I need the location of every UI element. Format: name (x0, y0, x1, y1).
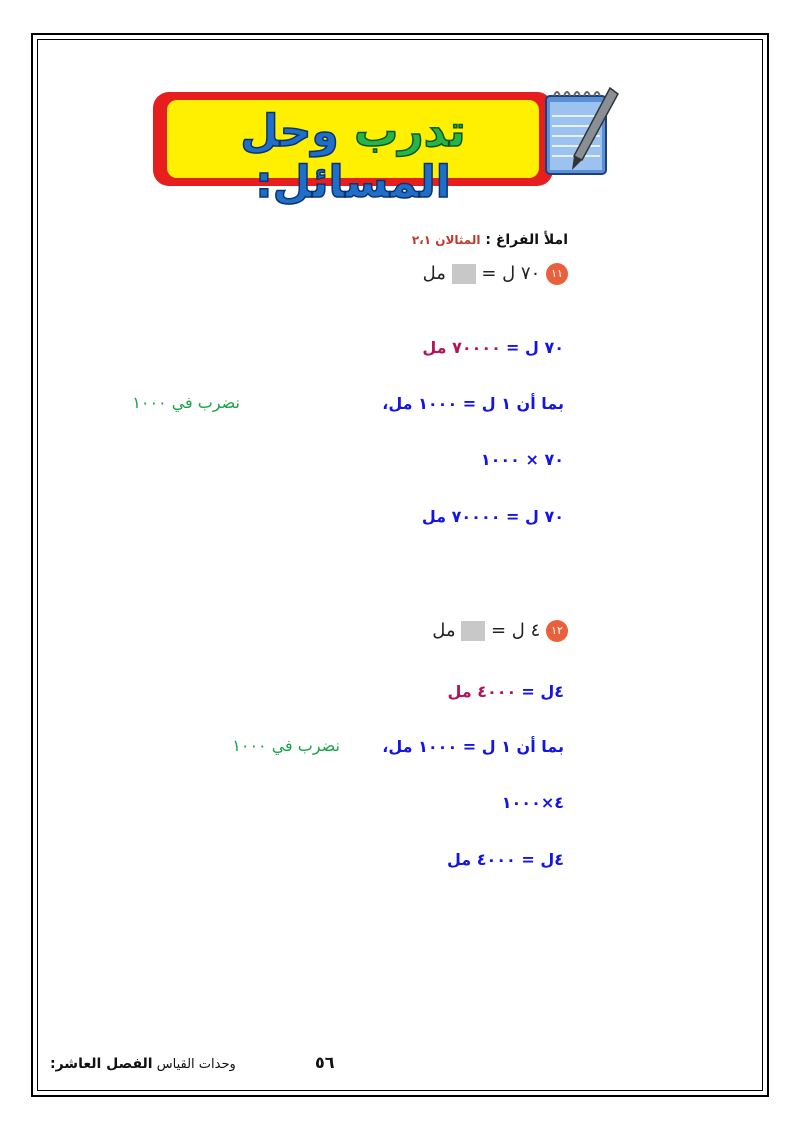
problem-2-badge: ١٢ (546, 620, 568, 642)
banner-word-blue: وحل المسائل: (240, 106, 451, 208)
banner-word-green: تدرب (354, 106, 466, 157)
p1-reason-line: بما أن ١ ل = ١٠٠٠ مل، (382, 394, 564, 413)
problem-2-blank-box (461, 621, 485, 641)
p2-multiply-note: نضرب في ١٠٠٠ (232, 736, 340, 755)
problem-1-statement (423, 263, 568, 285)
problem-2-statement (432, 620, 568, 642)
p1-multiplication: ٧٠ × ١٠٠٠ (480, 450, 564, 469)
p1-multiply-note: نضرب في ١٠٠٠ (132, 393, 240, 412)
problem-2-left: ٤ ل = (490, 620, 541, 641)
notepad-icon (538, 82, 620, 182)
problem-1-answer (422, 338, 564, 357)
p2-answer-right: ٤٠٠٠ مل (447, 682, 517, 701)
page-footer (50, 1056, 236, 1072)
footer-chapter: الفصل العاشر: (50, 1056, 153, 1072)
p1-answer-right: ٧٠٠٠٠ مل (422, 338, 501, 357)
banner-title (167, 106, 539, 208)
p2-multiplication: ٤×١٠٠٠ (501, 793, 564, 812)
heading-label: املأ الفراغ : (485, 232, 568, 248)
problem-1-unit: مل (422, 263, 446, 284)
problem-1-blank-box (452, 264, 476, 284)
page-number: ٥٦ (315, 1053, 335, 1072)
heading-reference: المثالان ٢،١ (411, 233, 481, 247)
p2-answer-left: ٤ل = (521, 682, 564, 701)
p2-reason-line: بما أن ١ ل = ١٠٠٠ مل، (382, 737, 564, 756)
footer-chapter-title: وحدات القياس (156, 1057, 236, 1072)
p1-answer-left: ٧٠ ل = (506, 338, 564, 357)
title-banner (153, 92, 553, 208)
problem-2-unit: مل (432, 620, 456, 641)
p1-result: ٧٠ ل = ٧٠٠٠٠ مل (421, 507, 564, 526)
p2-result: ٤ل = ٤٠٠٠ مل (446, 850, 564, 869)
problem-2-answer (447, 682, 564, 701)
problem-1-left: ٧٠ ل = (481, 263, 541, 284)
banner-yellow-panel (167, 100, 539, 208)
exercise-heading (412, 232, 568, 248)
problem-1-badge: ١١ (546, 263, 568, 285)
